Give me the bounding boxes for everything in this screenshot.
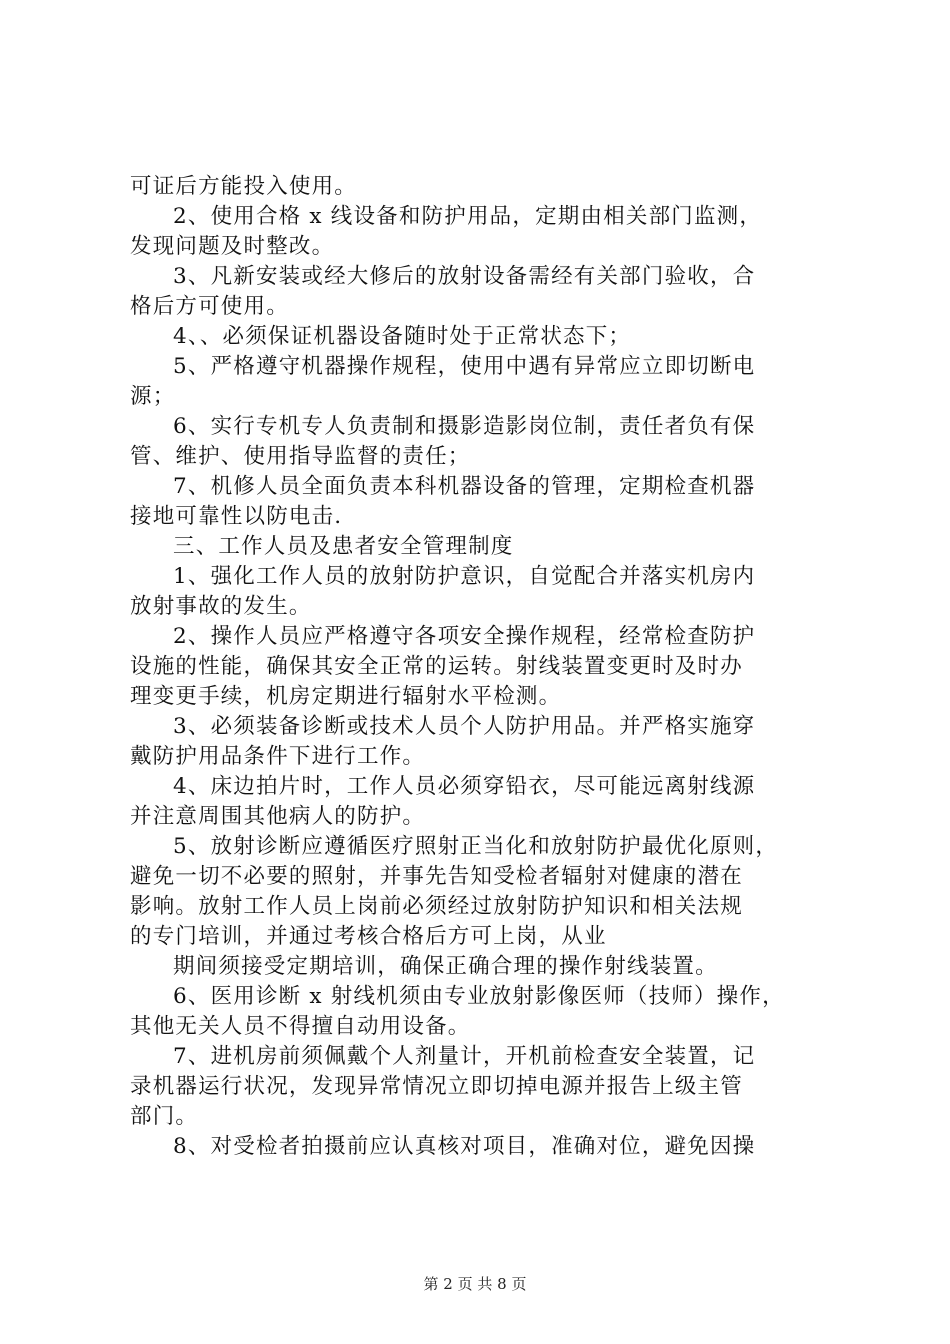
text-line: 并注意周围其他病人的防护。 (130, 804, 426, 829)
text-line: 管、维护、使用指导监督的责任； (130, 444, 471, 469)
text-line: 理变更手续，机房定期进行辐射水平检测。 (130, 684, 562, 709)
text-line: 录机器运行状况，发现异常情况立即切掉电源并报告上级主管 (130, 1074, 743, 1099)
text-line: 发现问题及时整改。 (130, 234, 335, 259)
text-line: 8、对受检者拍摄前应认真核对项目，准确对位，避免因操 (173, 1134, 756, 1159)
text-line: 6、实行专机专人负责制和摄影造影岗位制，责任者负有保 (173, 414, 756, 439)
text-line: 避免一切不必要的照射，并事先告知受检者辐射对健康的潜在 (130, 864, 743, 889)
text-line: 格后方可使用。 (130, 294, 289, 319)
text-line: 设施的性能，确保其安全正常的运转。射线装置变更时及时办 (130, 654, 743, 679)
text-line: 其他无关人员不得擅自动用设备。 (130, 1014, 471, 1039)
text-line: 可证后方能投入使用。 (130, 174, 358, 199)
text-line: 2、使用合格 x 线设备和防护用品，定期由相关部门监测， (173, 204, 763, 229)
text-line: 3、必须装备诊断或技术人员个人防护用品。并严格实施穿 (173, 714, 756, 739)
text-line: 4、床边拍片时，工作人员必须穿铅衣，尽可能远离射线源 (173, 774, 756, 799)
text-line: 5、放射诊断应遵循医疗照射正当化和放射防护最优化原则， (173, 834, 779, 859)
text-line: 的专门培训，并通过考核合格后方可上岗，从业 (130, 924, 607, 949)
text-line: 部门。 (130, 1104, 199, 1129)
document-body (130, 172, 830, 1162)
text-line: 5、严格遵守机器操作规程，使用中遇有异常应立即切断电 (173, 354, 756, 379)
text-line: 戴防护用品条件下进行工作。 (130, 744, 426, 769)
text-line: 6、医用诊断 x 射线机须由专业放射影像医师（技师）操作， (173, 984, 785, 1009)
text-line: 7、进机房前须佩戴个人剂量计，开机前检查安全装置，记 (173, 1044, 756, 1069)
text-line: 2、操作人员应严格遵守各项安全操作规程，经常检查防护 (173, 624, 756, 649)
text-line: 4、、必须保证机器设备随时处于正常状态下； (173, 324, 632, 349)
page-footer: 第 2 页 共 8 页 (423, 1275, 527, 1293)
text-line: 影响。放射工作人员上岗前必须经过放射防护知识和相关法规 (130, 894, 743, 919)
text-line: 三、工作人员及患者安全管理制度 (173, 534, 514, 559)
text-line: 3、凡新安装或经大修后的放射设备需经有关部门验收，合 (173, 264, 756, 289)
text-line: 期间须接受定期培训，确保正确合理的操作射线装置。 (173, 954, 718, 979)
text-line: 源； (130, 384, 176, 409)
text-line: 接地可靠性以防电击. (130, 504, 343, 529)
text-line: 1、强化工作人员的放射防护意识，自觉配合并落实机房内 (173, 564, 756, 589)
text-line: 7、机修人员全面负责本科机器设备的管理，定期检查机器 (173, 474, 756, 499)
text-line: 放射事故的发生。 (130, 594, 312, 619)
